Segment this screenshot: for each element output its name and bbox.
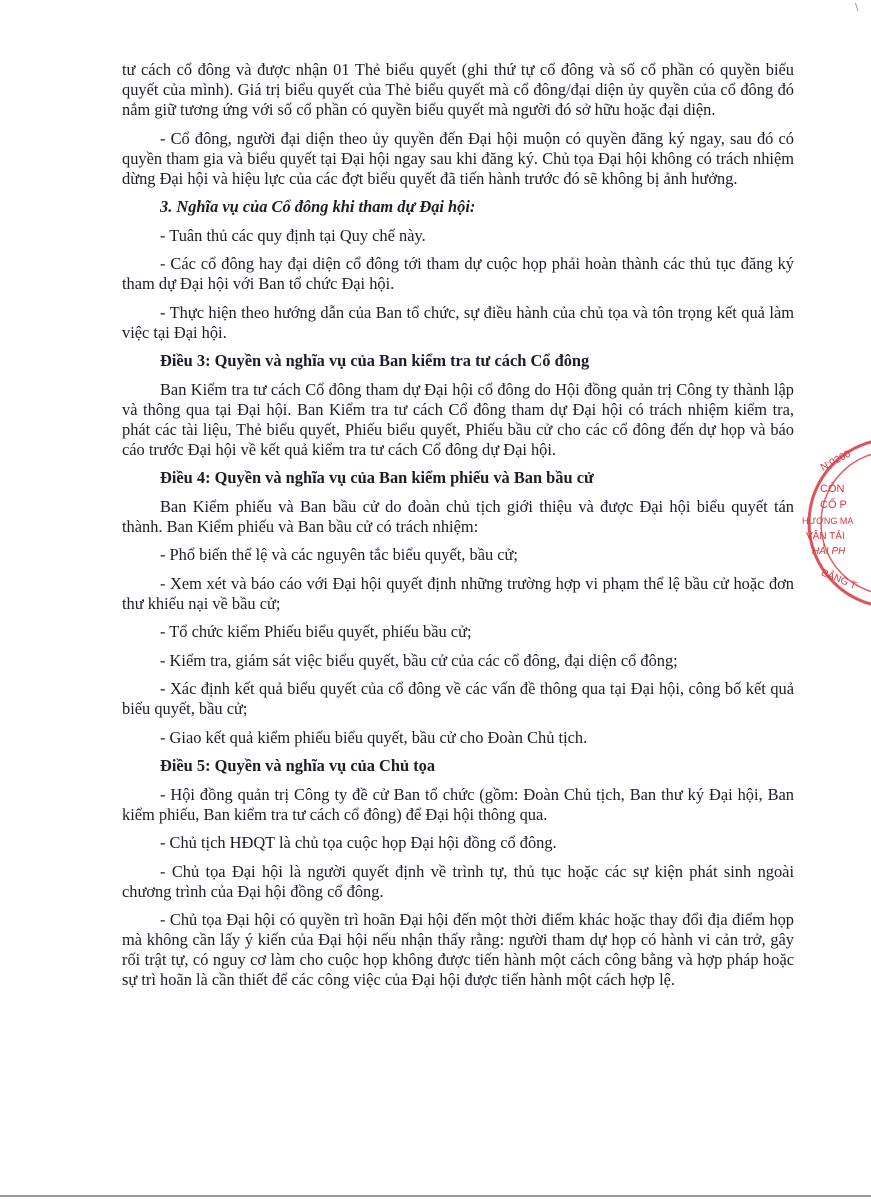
list-item: - Kiểm tra, giám sát việc biểu quyết, bầu cử của các cổ đông, đại diện cổ đông; [160,650,678,670]
paragraph: - Thực hiện theo hướng dẫn của Ban tổ chức, sự điều hành của chủ tọa và tôn trọng kết quả làm việc tại Đại hội. [122,302,794,342]
list-item: - Chủ tịch HĐQT là chủ tọa cuộc họp Đại hội đồng cổ đông. [160,833,557,852]
list-item: - Tổ chức kiểm Phiếu biểu quyết, phiếu bầu cử; [160,622,472,641]
list-item: - Phổ biến thể lệ và các nguyên tắc biểu quyết, bầu cử; [160,545,518,564]
seal-graphic [798,428,871,618]
document-body [122,60,794,999]
scan-mark: \ [855,2,859,13]
page-edge-divider [0,1195,871,1197]
seal-text: VẬN TẢI [806,531,845,542]
seal-text: N:0200 [818,448,853,474]
article-heading: Điều 3: Quyền và nghĩa vụ của Ban kiểm tra tư cách Cổ đông [160,351,590,370]
section-subheading: 3. Nghĩa vụ của Cổ đông khi tham dự Đại hội: [160,197,476,216]
paragraph: Ban Kiểm phiếu và Ban bầu cử do đoàn chủ tịch giới thiệu và được Đại hội biểu quyết tán thành. Ban Kiểm phiếu và Ban bầu cử có trách nhiệm: [122,496,794,536]
article-heading: Điều 5: Quyền và nghĩa vụ của Chủ tọa [160,756,436,775]
seal-text: HẢI PH [812,546,846,557]
seal-text: CỔ P [820,499,847,511]
paragraph: - Tuân thủ các quy định tại Quy chế này. [160,225,426,245]
article-heading: Điều 4: Quyền và nghĩa vụ của Ban kiểm phiếu và Ban bầu cử [160,468,594,487]
list-item: - Giao kết quả kiểm phiếu biểu quyết, bầu cử cho Đoàn Chủ tịch. [160,727,588,747]
paragraph: tư cách cổ đông và được nhận 01 Thẻ biểu quyết (ghi thứ tự cổ đông và số cổ phần có quyền biểu quyết của mình). Giá trị biểu quyết của Thẻ biểu quyết mà cổ đông/đại diện ủy quyền của cổ đông đó nắm giữ tương ứng với số cổ phần có quyền biểu quyết mà người đó sở hữu hoặc đại diện. [122,60,794,119]
list-item: - Hội đồng quản trị Công ty đề cử Ban tổ chức (gồm: Đoàn Chủ tịch, Ban thư ký Đại hội, Ban kiểm phiếu, Ban kiểm tra tư cách cổ đông) để Đại hội thông qua. [122,784,794,824]
seal-text: BẢNG T [819,567,858,592]
list-item: - Chủ tọa Đại hội có quyền trì hoãn Đại hội đến một thời điểm khác hoặc thay đổi địa điểm họp mà không cần lấy ý kiến của Đại hội nếu nhận thấy rằng: người tham dự họp có hành vi cản trở, gây rối trật tự, có nguy cơ làm cho cuộc họp không được tiến hành một cách công bằng và hợp pháp hoặc sự trì hoãn là cần thiết để các công việc của Đại hội được tiến hành một cách hợp lệ. [122,910,794,989]
paragraph: - Các cổ đông hay đại diện cổ đông tới tham dự cuộc họp phải hoàn thành các thủ tục đăng ký tham dự Đại hội với Ban tổ chức Đại hội. [122,254,794,293]
company-seal-stamp [798,428,871,618]
list-item: - Chủ tọa Đại hội là người quyết định về trình tự, thủ tục hoặc các sự kiện phát sinh ngoài chương trình của Đại hội đồng cổ đông. [122,861,794,901]
list-item: - Xác định kết quả biểu quyết của cổ đông về các vấn đề thông qua tại Đại hội, công bố kết quả biểu quyết, bầu cử; [122,679,794,718]
paragraph: Ban Kiểm tra tư cách Cổ đông tham dự Đại hội cổ đông do Hội đồng quản trị Công ty thành lập và thông qua tại Đại hội. Ban Kiểm tra tư cách Cổ đông tham dự Đại hội có trách nhiệm kiểm tra, phát các tài liệu, Thẻ biểu quyết, Phiếu biểu quyết, Phiếu bầu cử cho các cổ đông đến dự họp và báo cáo trước Đại hội về kết quả kiểm tra tư cách Cổ đông dự Đại hội. [122,379,794,459]
list-item: - Xem xét và báo cáo với Đại hội quyết định những trường hợp vi phạm thể lệ bầu cử hoặc đơn thư khiếu nại về bầu cử; [122,573,794,613]
seal-text: HƯƠNG MẠ [802,516,854,526]
paragraph: - Cổ đông, người đại diện theo ủy quyền đến Đại hội muộn có quyền đăng ký ngay, sau đó có quyền tham gia và biểu quyết tại Đại hội ngay sau khi đăng ký. Chủ tọa Đại hội không có trách nhiệm dừng Đại hội và hiệu lực của các đợt biểu quyết đã tiến hành trước đó sẽ không bị ảnh hưởng. [122,128,794,188]
seal-text: CÔN [820,483,845,495]
